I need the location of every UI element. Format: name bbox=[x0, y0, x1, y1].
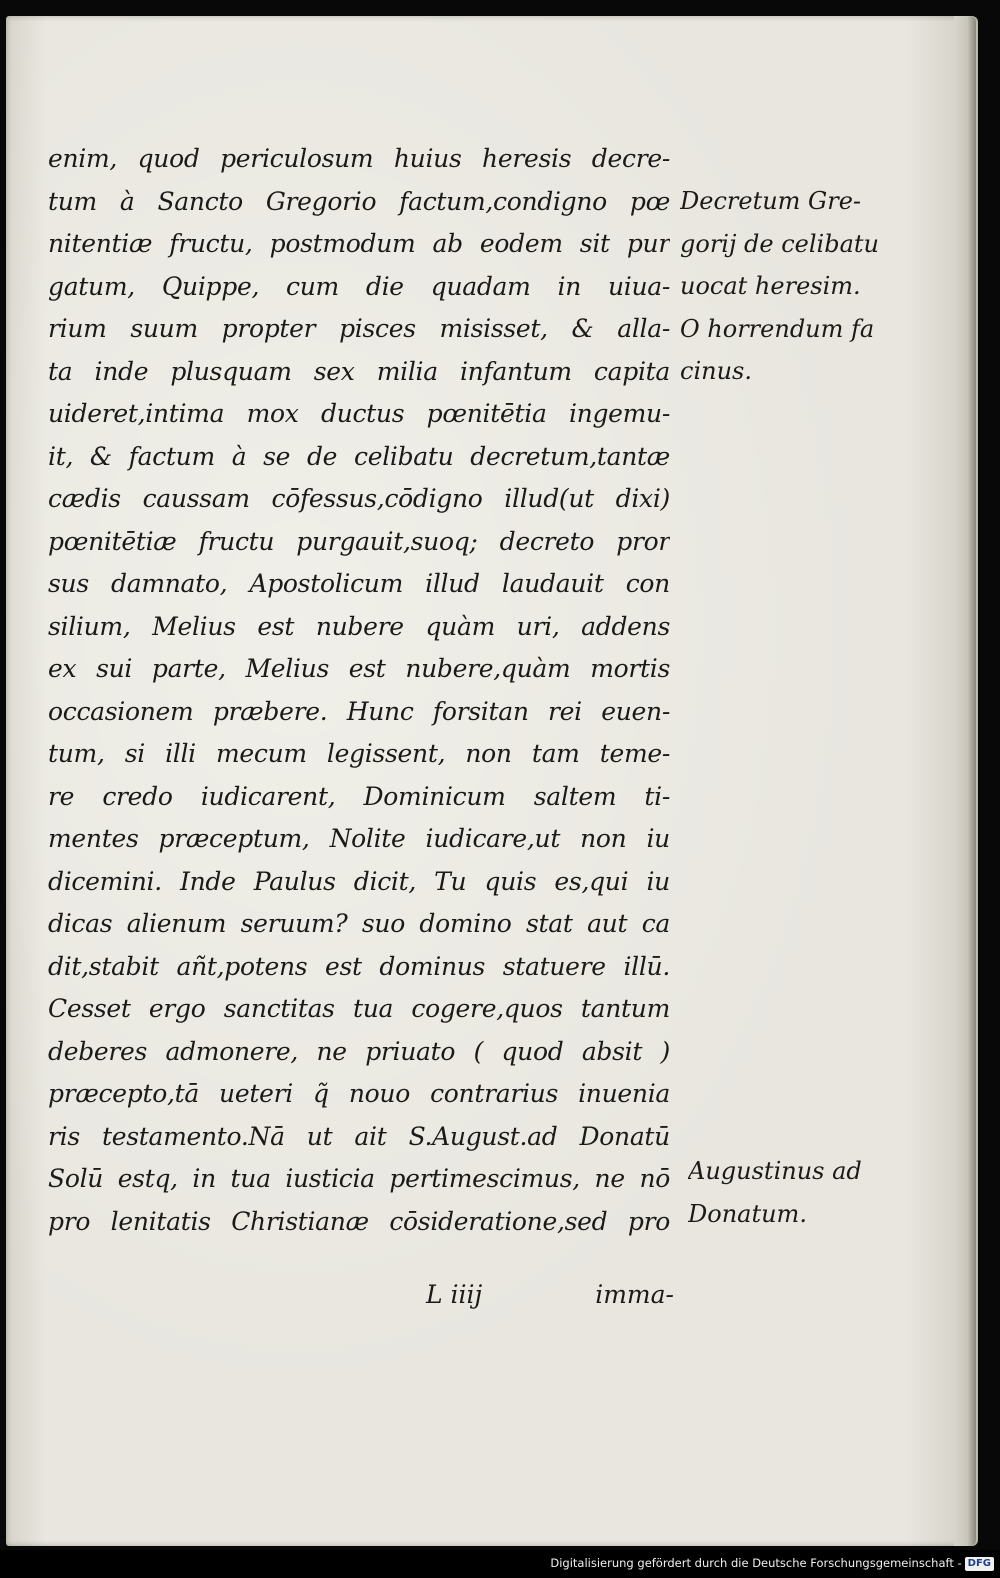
text-line: dicas alienum seruum? suo domino stat aut ca bbox=[48, 909, 670, 938]
marginal-line: gorij de celibatu bbox=[680, 229, 879, 258]
text-line: enim, quod periculosum huius heresis decre- bbox=[48, 144, 670, 173]
text-line: deberes admonere, ne priuato ( quod absit ) bbox=[48, 1036, 670, 1066]
text-line: tum, si illi mecum legissent, non tam teme- bbox=[48, 739, 670, 768]
marginal-line: O horrendum fa bbox=[680, 314, 875, 343]
text-line: Cesset ergo sanctitas tua cogere,quos tantum bbox=[48, 994, 670, 1023]
credit-text: Digitalisierung gefördert durch die Deutsche Forschungsgemeinschaft - bbox=[550, 1556, 962, 1570]
text-line: præcepto,tā ueteri q̃ nouo contrarius inuenia bbox=[48, 1079, 670, 1108]
text-line: it, & factum à se de celibatu decretum,tantæ bbox=[48, 441, 670, 471]
text-line: Solū estq, in tua iusticia pertimescimus, ne nō bbox=[48, 1164, 670, 1193]
text-line: nitentiæ fructu, postmodum ab eodem sit pur bbox=[48, 229, 670, 258]
catchword: imma- bbox=[595, 1280, 674, 1309]
signature-mark: L iiij bbox=[426, 1280, 483, 1309]
text-line: ris testamento.Nā ut ait S.August.ad Donatū bbox=[48, 1121, 670, 1151]
marginal-line: Decretum Gre- bbox=[680, 187, 862, 215]
text-line: occasionem præbere. Hunc forsitan rei euen- bbox=[48, 696, 670, 726]
text-line: dicemini. Inde Paulus dicit, Tu quis es,qui iu bbox=[48, 866, 670, 896]
digitization-credit bbox=[550, 1552, 994, 1574]
text-line: pœnitētiæ fructu purgauit,suoq; decreto pror bbox=[48, 526, 670, 556]
marginal-line: cinus. bbox=[680, 357, 752, 385]
marginal-line: Augustinus ad bbox=[688, 1157, 862, 1185]
text-line: uideret,intima mox ductus pœnitētia ingemu- bbox=[48, 399, 670, 428]
text-line: tum à Sancto Gregorio factum,condigno pœ bbox=[48, 186, 670, 216]
marginal-note-augustine bbox=[688, 1150, 918, 1235]
text-line: rium suum propter pisces misisset, & alla- bbox=[48, 314, 670, 343]
text-line: sus damnato, Apostolicum illud laudauit con bbox=[48, 569, 670, 598]
page-footer-line bbox=[48, 1274, 674, 1316]
text-line: ta inde plusquam sex milia infantum capita bbox=[48, 356, 670, 386]
main-text-block bbox=[48, 138, 670, 1243]
page-edge-shadow bbox=[954, 16, 976, 1546]
text-line: silium, Melius est nubere quàm uri, addens bbox=[48, 611, 670, 641]
text-line: pro lenitatis Christianæ cōsideratione,sed pro bbox=[48, 1206, 670, 1236]
marginal-line: Donatum. bbox=[688, 1199, 807, 1228]
marginal-note-gregory bbox=[680, 180, 910, 393]
marginal-line: uocat heresim. bbox=[680, 272, 861, 300]
text-line: re credo iudicarent, Dominicum saltem ti- bbox=[48, 781, 670, 811]
text-line: mentes præceptum, Nolite iudicare,ut non iu bbox=[48, 824, 670, 853]
text-line: cædis caussam cōfessus,cōdigno illud(ut dixi) bbox=[48, 484, 670, 513]
text-line: gatum, Quippe, cum die quadam in uiua- bbox=[48, 271, 670, 301]
dfg-logo-icon: DFG bbox=[965, 1557, 994, 1571]
text-line: dit,stabit añt,potens est dominus statuere illū. bbox=[48, 951, 670, 981]
text-line: ex sui parte, Melius est nubere,quàm mortis bbox=[48, 654, 670, 683]
